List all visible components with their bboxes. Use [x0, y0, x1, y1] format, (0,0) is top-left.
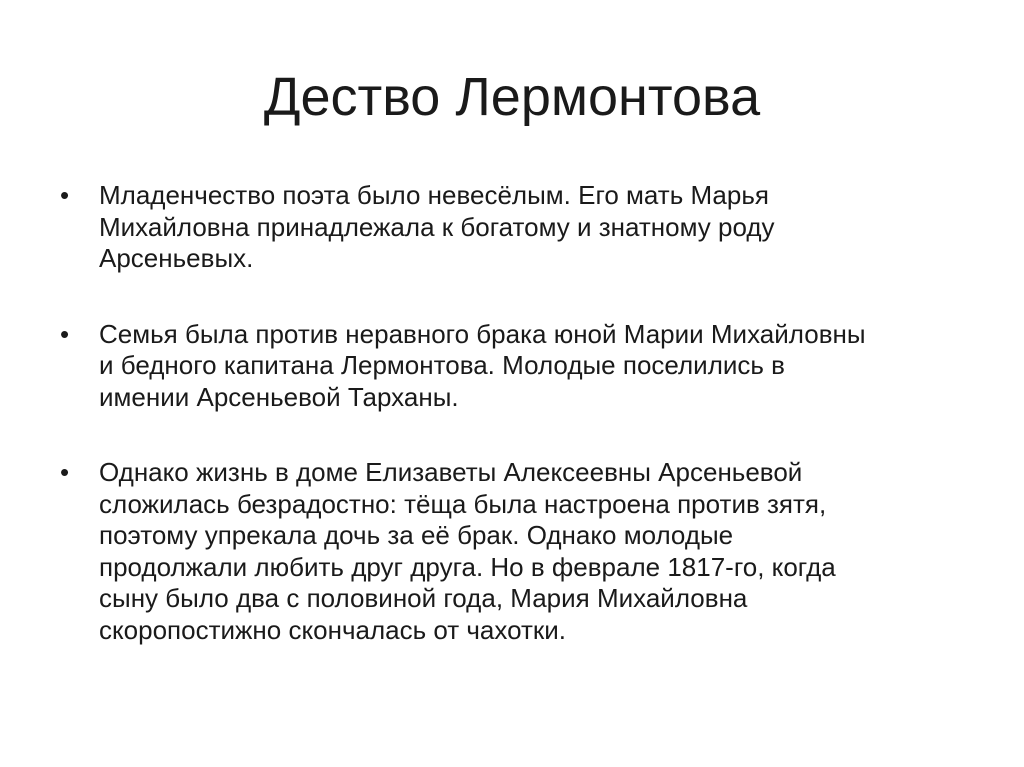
bullet-text: Однако жизнь в доме Елизаветы Алексеевны Арсеньевой сложилась безрадостно: тёща была настроена против зятя, поэтому упрекала дочь за её брак. Однако молодые продолжали любить друг друга. Но в феврале 1817-го, когда сыну было два с половиной года, Мария Михайловна скоропостижно скончалась от чахотки.	[99, 457, 836, 645]
bullet-list	[60, 180, 960, 690]
bullet-item	[60, 457, 960, 646]
bullet-marker: •	[60, 318, 70, 349]
bullet-text: Младенчество поэта было невесёлым. Его мать Марья Михайловна принадлежала к богатому и знатному роду Арсеньевых.	[99, 180, 775, 273]
bullet-item	[60, 319, 960, 414]
slide-title: Дество Лермонтова	[263, 67, 761, 127]
bullet-text: Семья была против неравного брака юной Марии Михайловны и бедного капитана Лермонтова. Молодые поселились в имении Арсеньевой Тарханы.	[99, 318, 866, 412]
bullet-marker: •	[60, 180, 70, 210]
bullet-marker: •	[60, 457, 70, 487]
bullet-item	[60, 180, 960, 275]
